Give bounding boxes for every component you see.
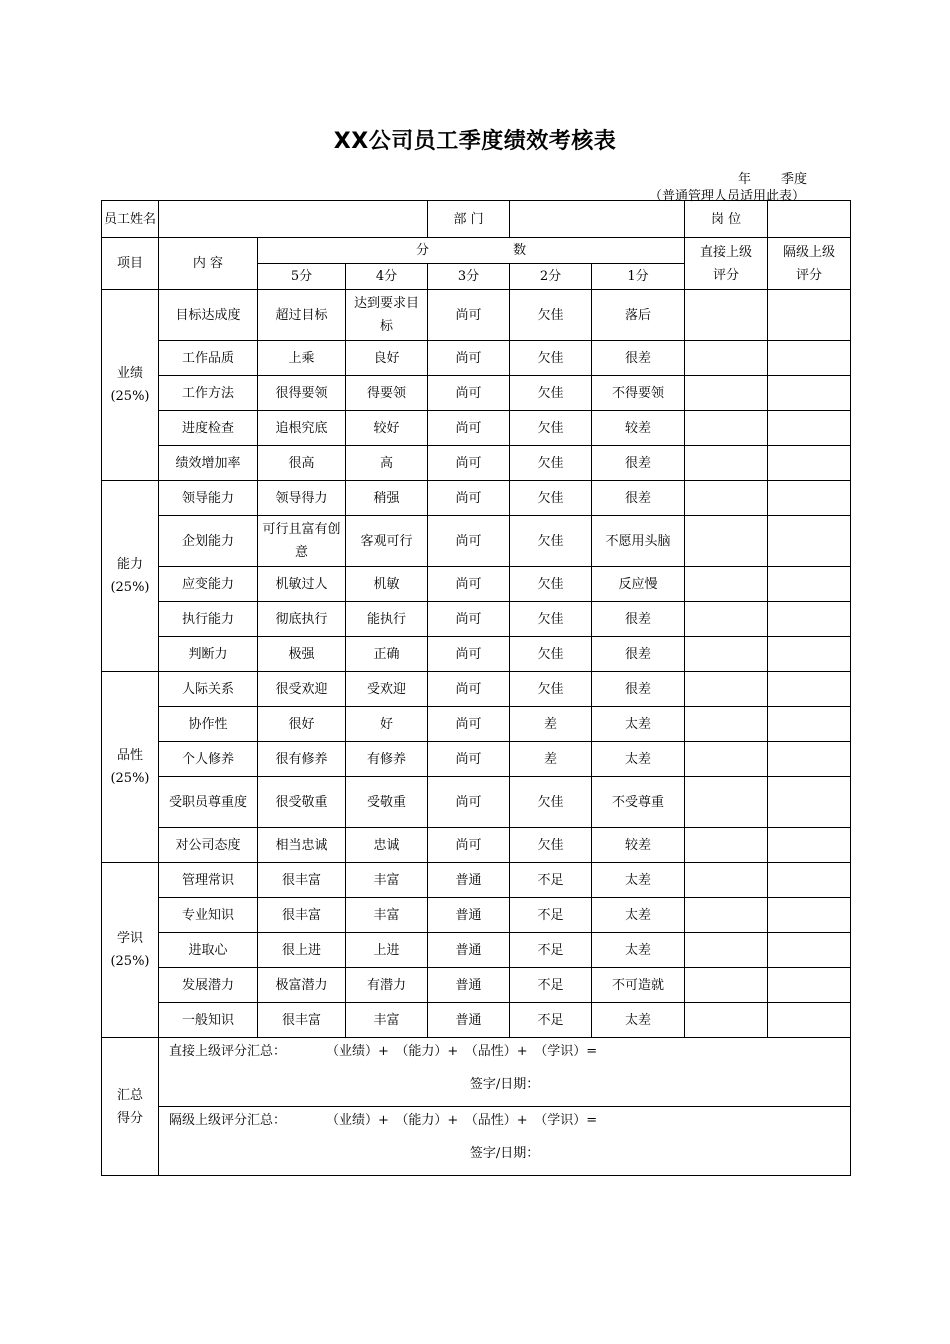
skip-supervisor-header-line2: 评分	[796, 267, 823, 283]
skip-supervisor-score-field[interactable]	[768, 968, 851, 1003]
score-1-description: 太差	[592, 707, 685, 742]
score-2-description: 欠佳	[510, 341, 592, 376]
criteria-row	[102, 898, 851, 933]
score-5-description: 很受敬重	[258, 777, 346, 828]
skip-supervisor-score-field[interactable]	[768, 672, 851, 707]
criteria-row	[102, 446, 851, 481]
score-2-description: 欠佳	[510, 672, 592, 707]
score-4-description: 忠诚	[346, 828, 428, 863]
page-title: XX公司员工季度绩效考核表	[333, 129, 617, 154]
score-4-description: 上进	[346, 933, 428, 968]
skip-supervisor-summary-formula	[159, 1107, 850, 1141]
score-5-description: 领导得力	[258, 481, 346, 516]
score-3-description: 尚可	[428, 290, 510, 341]
score-1-description: 不可造就	[592, 968, 685, 1003]
direct-supervisor-score-field[interactable]	[685, 933, 768, 968]
criterion-name: 企划能力	[159, 516, 258, 567]
score-2-description: 不足	[510, 1003, 592, 1038]
direct-supervisor-header-line2: 评分	[713, 267, 740, 283]
direct-supervisor-score-field[interactable]	[685, 707, 768, 742]
criteria-row	[102, 707, 851, 742]
score-3-description: 尚可	[428, 672, 510, 707]
summary-label-line1: 汇总	[116, 1087, 143, 1103]
skip-supervisor-score-field[interactable]	[768, 481, 851, 516]
category-weight: (25%)	[110, 771, 150, 786]
category-name: 业绩	[116, 366, 143, 381]
skip-supervisor-score-field[interactable]	[768, 637, 851, 672]
score-1-description: 不得要领	[592, 376, 685, 411]
score-5-description: 很丰富	[258, 1003, 346, 1038]
score-1-description: 太差	[592, 863, 685, 898]
criterion-name: 专业知识	[159, 898, 258, 933]
direct-supervisor-score-field[interactable]	[685, 637, 768, 672]
skip-supervisor-header	[768, 238, 851, 290]
score-1-header: 1分	[592, 264, 685, 290]
category-name: 学识	[116, 931, 143, 946]
direct-supervisor-summary-formula	[159, 1038, 850, 1072]
criterion-name: 绩效增加率	[159, 446, 258, 481]
score-5-description: 可行且富有创意	[258, 516, 346, 567]
criterion-name: 对公司态度	[159, 828, 258, 863]
score-5-description: 超过目标	[258, 290, 346, 341]
score-2-description: 欠佳	[510, 602, 592, 637]
column-header-row	[102, 238, 851, 264]
skip-supervisor-score-field[interactable]	[768, 1003, 851, 1038]
direct-supervisor-header-line1: 直接上级	[700, 244, 753, 260]
content-header: 内 容	[159, 238, 258, 290]
criterion-name: 协作性	[159, 707, 258, 742]
score-4-description: 机敏	[346, 567, 428, 602]
score-2-description: 欠佳	[510, 290, 592, 341]
category-weight: (25%)	[110, 580, 150, 595]
score-3-description: 普通	[428, 898, 510, 933]
score-1-description: 太差	[592, 742, 685, 777]
year-label: 年	[737, 172, 751, 187]
skip-supervisor-score-field[interactable]	[768, 341, 851, 376]
criteria-row	[102, 777, 851, 828]
score-5-description: 很丰富	[258, 898, 346, 933]
score-group-header: 分 数	[258, 238, 685, 264]
score-2-description: 欠佳	[510, 777, 592, 828]
skip-supervisor-score-field[interactable]	[768, 446, 851, 481]
criterion-name: 人际关系	[159, 672, 258, 707]
score-1-description: 很差	[592, 341, 685, 376]
score-4-description: 得要领	[346, 376, 428, 411]
score-3-description: 尚可	[428, 341, 510, 376]
direct-supervisor-score-field[interactable]	[685, 376, 768, 411]
department-label: 部 门	[428, 201, 510, 238]
skip-supervisor-signature-date[interactable]: 签字/日期：	[469, 1146, 540, 1161]
direct-supervisor-score-field[interactable]	[685, 898, 768, 933]
position-field[interactable]	[768, 201, 851, 238]
score-2-description: 不足	[510, 933, 592, 968]
skip-supervisor-score-field[interactable]	[768, 376, 851, 411]
category-character	[102, 672, 159, 863]
score-5-description: 很高	[258, 446, 346, 481]
score-3-description: 尚可	[428, 567, 510, 602]
criteria-row	[102, 602, 851, 637]
summary-label-line2: 得分	[116, 1110, 143, 1126]
score-2-description: 欠佳	[510, 567, 592, 602]
criterion-name: 领导能力	[159, 481, 258, 516]
score-4-description: 良好	[346, 341, 428, 376]
score-5-description: 相当忠诚	[258, 828, 346, 863]
category-ability	[102, 481, 159, 672]
position-label: 岗 位	[685, 201, 768, 238]
category-name: 品性	[116, 748, 143, 763]
score-4-description: 丰富	[346, 1003, 428, 1038]
score-4-description: 有修养	[346, 742, 428, 777]
direct-supervisor-score-field[interactable]	[685, 567, 768, 602]
score-4-description: 正确	[346, 637, 428, 672]
score-4-description: 丰富	[346, 898, 428, 933]
direct-supervisor-score-field[interactable]	[685, 863, 768, 898]
score-3-description: 尚可	[428, 446, 510, 481]
department-field[interactable]	[510, 201, 685, 238]
score-5-description: 追根究底	[258, 411, 346, 446]
criteria-row	[102, 637, 851, 672]
skip-supervisor-score-field[interactable]	[768, 742, 851, 777]
criterion-name: 受职员尊重度	[159, 777, 258, 828]
score-2-description: 不足	[510, 968, 592, 1003]
score-1-description: 较差	[592, 828, 685, 863]
direct-supervisor-score-field[interactable]	[685, 968, 768, 1003]
direct-supervisor-score-field[interactable]	[685, 1003, 768, 1038]
criteria-row	[102, 863, 851, 898]
criterion-name: 执行能力	[159, 602, 258, 637]
score-4-description: 达到要求目标	[346, 290, 428, 341]
criterion-name: 进度检查	[159, 411, 258, 446]
criterion-name: 判断力	[159, 637, 258, 672]
score-4-description: 能执行	[346, 602, 428, 637]
criteria-row	[102, 672, 851, 707]
skip-supervisor-score-field[interactable]	[768, 411, 851, 446]
score-4-description: 有潜力	[346, 968, 428, 1003]
skip-supervisor-score-field[interactable]	[768, 777, 851, 828]
score-3-description: 尚可	[428, 481, 510, 516]
category-weight: (25%)	[110, 954, 150, 969]
score-3-description: 尚可	[428, 411, 510, 446]
score-2-description: 欠佳	[510, 481, 592, 516]
score-5-description: 很丰富	[258, 863, 346, 898]
score-4-description: 受欢迎	[346, 672, 428, 707]
direct-supervisor-score-field[interactable]	[685, 446, 768, 481]
score-3-description: 尚可	[428, 376, 510, 411]
skip-supervisor-score-field[interactable]	[768, 707, 851, 742]
skip-supervisor-header-line1: 隔级上级	[783, 244, 836, 260]
criterion-name: 一般知识	[159, 1003, 258, 1038]
category-performance	[102, 290, 159, 481]
score-5-description: 很上进	[258, 933, 346, 968]
score-3-description: 尚可	[428, 602, 510, 637]
criterion-name: 应变能力	[159, 567, 258, 602]
direct-supervisor-score-field[interactable]	[685, 672, 768, 707]
score-2-description: 欠佳	[510, 376, 592, 411]
score-2-description: 不足	[510, 863, 592, 898]
criteria-row	[102, 933, 851, 968]
score-2-description: 欠佳	[510, 446, 592, 481]
score-3-description: 尚可	[428, 777, 510, 828]
score-5-description: 很有修养	[258, 742, 346, 777]
score-1-description: 很差	[592, 481, 685, 516]
direct-supervisor-summary[interactable]	[159, 1038, 851, 1107]
score-4-description: 客观可行	[346, 516, 428, 567]
score-4-description: 丰富	[346, 863, 428, 898]
category-name: 能力	[116, 557, 143, 572]
criteria-row	[102, 516, 851, 567]
score-1-description: 太差	[592, 933, 685, 968]
score-4-description: 高	[346, 446, 428, 481]
quarter-label: 季度	[780, 172, 807, 187]
skip-supervisor-score-field[interactable]	[768, 516, 851, 567]
score-5-description: 机敏过人	[258, 567, 346, 602]
summary-skip-row	[102, 1107, 851, 1176]
category-weight: (25%)	[110, 389, 150, 404]
score-1-description: 很差	[592, 446, 685, 481]
direct-supervisor-score-field[interactable]	[685, 290, 768, 341]
score-3-description: 尚可	[428, 637, 510, 672]
skip-supervisor-score-field[interactable]	[768, 863, 851, 898]
score-3-description: 普通	[428, 1003, 510, 1038]
score-5-description: 很好	[258, 707, 346, 742]
score-1-description: 太差	[592, 1003, 685, 1038]
score-3-description: 普通	[428, 968, 510, 1003]
criteria-row	[102, 290, 851, 341]
score-4-header: 4分	[346, 264, 428, 290]
employee-info-row	[102, 201, 851, 238]
score-4-description: 稍强	[346, 481, 428, 516]
score-1-description: 不受尊重	[592, 777, 685, 828]
score-5-description: 上乘	[258, 341, 346, 376]
score-5-description: 很得要领	[258, 376, 346, 411]
direct-supervisor-score-field[interactable]	[685, 411, 768, 446]
score-2-description: 欠佳	[510, 637, 592, 672]
criterion-name: 进取心	[159, 933, 258, 968]
skip-supervisor-score-field[interactable]	[768, 933, 851, 968]
score-3-description: 尚可	[428, 742, 510, 777]
score-1-description: 不愿用头脑	[592, 516, 685, 567]
criterion-name: 管理常识	[159, 863, 258, 898]
score-3-description: 普通	[428, 933, 510, 968]
skip-supervisor-score-field[interactable]	[768, 602, 851, 637]
score-5-description: 极强	[258, 637, 346, 672]
skip-supervisor-score-field[interactable]	[768, 567, 851, 602]
criteria-row	[102, 742, 851, 777]
score-1-description: 反应慢	[592, 567, 685, 602]
score-4-description: 好	[346, 707, 428, 742]
score-4-description: 较好	[346, 411, 428, 446]
criterion-name: 个人修养	[159, 742, 258, 777]
criteria-row	[102, 481, 851, 516]
skip-supervisor-score-field[interactable]	[768, 290, 851, 341]
direct-supervisor-signature-date[interactable]: 签字/日期：	[469, 1077, 540, 1092]
score-5-header: 5分	[258, 264, 346, 290]
criteria-row	[102, 411, 851, 446]
skip-supervisor-score-field[interactable]	[768, 898, 851, 933]
summary-formula: （业绩）+ （能力）+ （品性）+ （学识）=	[326, 1113, 598, 1128]
criterion-name: 发展潜力	[159, 968, 258, 1003]
direct-supervisor-score-field[interactable]	[685, 828, 768, 863]
direct-supervisor-score-field[interactable]	[685, 742, 768, 777]
score-2-description: 不足	[510, 898, 592, 933]
score-3-description: 尚可	[428, 516, 510, 567]
direct-supervisor-summary-label: 直接上级评分汇总：	[169, 1044, 287, 1059]
score-1-description: 很差	[592, 602, 685, 637]
criteria-row	[102, 376, 851, 411]
direct-supervisor-score-field[interactable]	[685, 481, 768, 516]
score-5-description: 彻底执行	[258, 602, 346, 637]
direct-supervisor-score-field[interactable]	[685, 516, 768, 567]
criterion-name: 目标达成度	[159, 290, 258, 341]
direct-supervisor-score-field[interactable]	[685, 341, 768, 376]
skip-supervisor-summary[interactable]	[159, 1107, 851, 1176]
criteria-row	[102, 968, 851, 1003]
score-3-header: 3分	[428, 264, 510, 290]
score-2-description: 欠佳	[510, 411, 592, 446]
employee-name-field[interactable]	[159, 201, 428, 238]
score-1-description: 较差	[592, 411, 685, 446]
score-2-header: 2分	[510, 264, 592, 290]
category-knowledge	[102, 863, 159, 1038]
score-5-description: 极富潜力	[258, 968, 346, 1003]
criterion-name: 工作方法	[159, 376, 258, 411]
score-3-description: 尚可	[428, 828, 510, 863]
score-1-description: 落后	[592, 290, 685, 341]
summary-label	[102, 1038, 159, 1176]
skip-supervisor-score-field[interactable]	[768, 828, 851, 863]
score-4-description: 受敬重	[346, 777, 428, 828]
score-2-description: 差	[510, 707, 592, 742]
direct-supervisor-score-field[interactable]	[685, 602, 768, 637]
criterion-name: 工作品质	[159, 341, 258, 376]
employee-name-label: 员工姓名	[102, 201, 159, 238]
score-1-description: 太差	[592, 898, 685, 933]
criteria-row	[102, 567, 851, 602]
evaluation-table	[101, 200, 851, 1176]
criteria-row	[102, 828, 851, 863]
applicable-note: （普通管理人员适用此表）	[648, 189, 805, 204]
score-1-description: 很差	[592, 672, 685, 707]
criteria-row	[102, 1003, 851, 1038]
score-2-description: 欠佳	[510, 516, 592, 567]
direct-supervisor-header	[685, 238, 768, 290]
direct-supervisor-score-field[interactable]	[685, 777, 768, 828]
criteria-row	[102, 341, 851, 376]
score-3-description: 尚可	[428, 707, 510, 742]
summary-formula: （业绩）+ （能力）+ （品性）+ （学识）=	[326, 1044, 598, 1059]
score-2-description: 差	[510, 742, 592, 777]
summary-direct-row	[102, 1038, 851, 1107]
score-5-description: 很受欢迎	[258, 672, 346, 707]
item-header: 项目	[102, 238, 159, 290]
score-1-description: 很差	[592, 637, 685, 672]
score-2-description: 欠佳	[510, 828, 592, 863]
skip-supervisor-summary-label: 隔级上级评分汇总：	[169, 1113, 287, 1128]
score-3-description: 普通	[428, 863, 510, 898]
